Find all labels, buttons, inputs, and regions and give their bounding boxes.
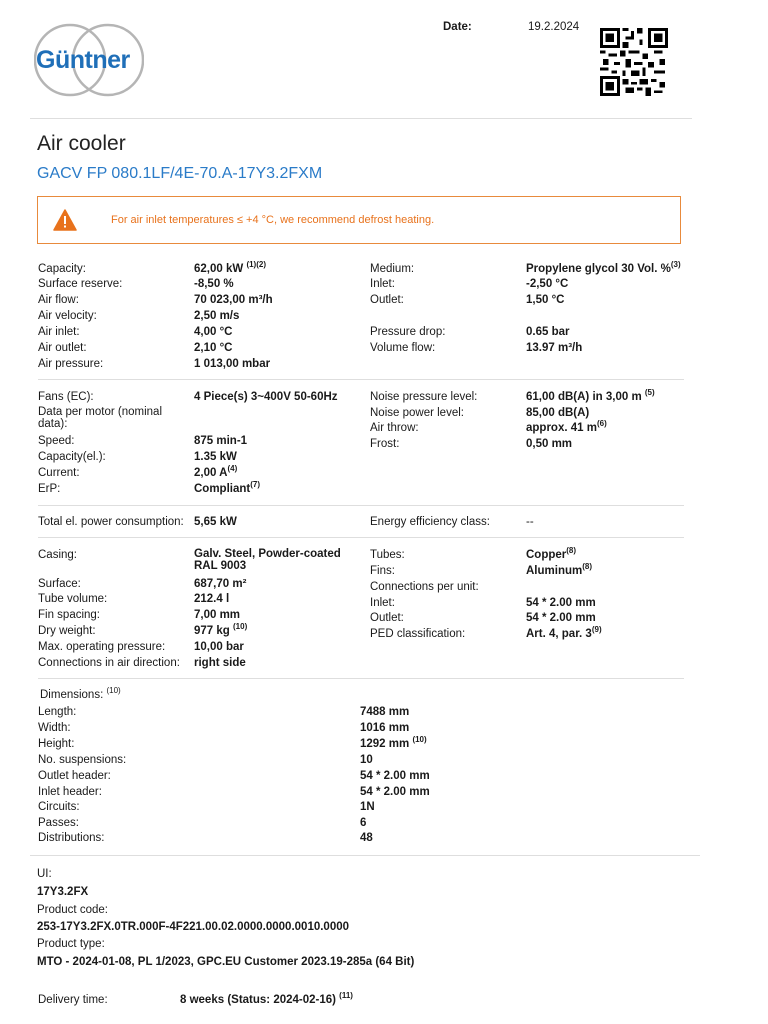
- fins-label: Fins:: [370, 565, 395, 577]
- date-value: 19.2.2024: [528, 21, 580, 33]
- erp-value: Compliant$^{(7)}$: [194, 480, 261, 495]
- height-label: Height:: [38, 738, 75, 750]
- air-velocity-value: 2,50 m/s: [194, 310, 240, 322]
- air-pressure-value: 1 013,00 mbar: [194, 358, 271, 370]
- connections-unit-label: Connections per unit:: [370, 581, 479, 593]
- surface-value: 687,70 m²: [194, 578, 247, 590]
- length-value: 7488 mm: [360, 706, 410, 718]
- model-name: GACV FP 080.1LF/4E-70.A-17Y3.2FXM: [37, 165, 323, 182]
- warning-box: [37, 196, 681, 244]
- capacity-label: Capacity:: [38, 263, 86, 275]
- page-title: Air cooler: [37, 132, 126, 155]
- medium-outlet-value: 1,50 °C: [526, 294, 565, 306]
- qr-code-icon: [598, 28, 670, 96]
- dry-weight-label: Dry weight:: [38, 625, 96, 637]
- casing-label: Casing:: [38, 549, 77, 561]
- surface-reserve-label: Surface reserve:: [38, 278, 123, 290]
- speed-value: 875 min-1: [194, 435, 248, 447]
- air-outlet-value: 2,10 °C: [194, 342, 233, 354]
- section-divider: [38, 537, 684, 538]
- medium-label: Medium:: [370, 263, 415, 275]
- tube-volume-value: 212.4 l: [194, 593, 230, 605]
- ped-label: PED classification:: [370, 628, 466, 640]
- dry-weight-value: 977 kg $^{(10)}$: [194, 622, 248, 637]
- fin-spacing-value: 7,00 mm: [194, 609, 241, 621]
- total-power-value: 5,65 kW: [194, 516, 237, 528]
- capacity-el-value: 1.35 kW: [194, 451, 237, 463]
- delivery-time-label: Delivery time:: [38, 994, 108, 1006]
- frost-value: 0,50 mm: [526, 438, 573, 450]
- product-code-value: 253-17Y3.2FX.0TR.000F-4F221.00.02.0000.0000.0010.0000: [37, 921, 350, 933]
- capacity-el-label: Capacity(el.):: [38, 451, 106, 463]
- connections-direction-label: Connections in air direction:: [38, 657, 180, 669]
- connections-direction-value: right side: [194, 657, 246, 669]
- connection-inlet-label: Inlet:: [370, 597, 395, 609]
- pressure-drop-value: 0.65 bar: [526, 326, 570, 338]
- volume-flow-value: 13.97 m³/h: [526, 342, 583, 354]
- distributions-value: 48: [360, 832, 373, 844]
- surface-reserve-value: -8,50 %: [194, 278, 234, 290]
- surface-label: Surface:: [38, 578, 81, 590]
- air-flow-value: 70 023,00 m³/h: [194, 294, 273, 306]
- tubes-value: Copper$^{(8)}$: [526, 546, 577, 561]
- frost-label: Frost:: [370, 438, 400, 450]
- height-value: 1292 mm $^{(10)}$: [360, 735, 427, 750]
- noise-power-value: 85,00 dB(A): [526, 407, 590, 419]
- medium-inlet-label: Inlet:: [370, 278, 395, 290]
- connection-outlet-value: 54 * 2.00 mm: [526, 612, 596, 624]
- current-value: 2,00 $A^{(4)}$: [194, 464, 238, 479]
- air-throw-value: approx. 41 $m^{(6)}$: [526, 419, 607, 434]
- circuits-value: 1N: [360, 801, 375, 813]
- passes-value: 6: [360, 817, 367, 829]
- medium-value: Propylene glycol 30 Vol. %$^{(3)}$: [526, 260, 681, 275]
- noise-pressure-label: Noise pressure level:: [370, 391, 478, 403]
- inlet-header-value: 54 * 2.00 mm: [360, 786, 430, 798]
- max-pressure-label: Max. operating pressure:: [38, 641, 166, 653]
- suspensions-value: 10: [360, 754, 373, 766]
- suspensions-label: No. suspensions:: [38, 754, 127, 766]
- air-pressure-label: Air pressure:: [38, 358, 104, 370]
- fins-value: Aluminum$^{(8)}$: [526, 562, 593, 577]
- current-label: Current:: [38, 467, 80, 479]
- casing-value: Galv. Steel, Powder-coated RAL 9003: [194, 548, 341, 572]
- connection-inlet-value: 54 * 2.00 mm: [526, 597, 596, 609]
- outlet-header-value: 54 * 2.00 mm: [360, 770, 430, 782]
- length-label: Length:: [38, 706, 77, 718]
- header-divider: [30, 118, 692, 119]
- ped-value: Art. 4, par. 3$^{(9)}$: [526, 625, 602, 640]
- section-divider: [30, 855, 700, 856]
- air-flow-label: Air flow:: [38, 294, 79, 306]
- tubes-label: Tubes:: [370, 549, 405, 561]
- capacity-value: 62,00 kW $^{(1)(2)}$: [194, 260, 266, 275]
- fans-value: 4 Piece(s) 3~400V 50-60Hz: [194, 391, 338, 403]
- medium-inlet-value: -2,50 °C: [526, 278, 569, 290]
- air-inlet-label: Air inlet:: [38, 326, 80, 338]
- total-power-label: Total el. power consumption:: [38, 516, 184, 528]
- tube-volume-label: Tube volume:: [38, 593, 108, 605]
- outlet-header-label: Outlet header:: [38, 770, 111, 782]
- delivery-time-value: 8 weeks (Status: 2024-02-16) $^{(11)}$: [180, 991, 353, 1006]
- medium-outlet-label: Outlet:: [370, 294, 404, 306]
- guntner-logo: [34, 20, 144, 100]
- product-type-value: MTO - 2024-01-08, PL 1/2023, GPC.EU Customer 2023.19-285a (64 Bit): [37, 956, 415, 968]
- date-label: Date:: [443, 21, 472, 33]
- section-divider: [38, 678, 684, 679]
- circuits-label: Circuits:: [38, 801, 80, 813]
- air-velocity-label: Air velocity:: [38, 310, 97, 322]
- logo-text: Güntner: [36, 46, 130, 74]
- distributions-label: Distributions:: [38, 832, 105, 844]
- energy-class-value: --: [526, 516, 534, 528]
- connection-outlet-label: Outlet:: [370, 612, 404, 624]
- passes-label: Passes:: [38, 817, 79, 829]
- speed-label: Speed:: [38, 435, 75, 447]
- warning-text: For air inlet temperatures ≤ +4 °C, we recommend defrost heating.: [111, 214, 435, 226]
- fans-label: Fans (EC):: [38, 391, 94, 403]
- dimensions-heading: Dimensions: $^{(10)}$: [40, 686, 121, 701]
- section-divider: [38, 505, 684, 506]
- pressure-drop-label: Pressure drop:: [370, 326, 446, 338]
- product-code-label: Product code:: [37, 904, 108, 916]
- air-throw-label: Air throw:: [370, 422, 419, 434]
- erp-label: ErP:: [38, 483, 61, 495]
- warning-triangle-icon: [53, 209, 77, 231]
- air-outlet-label: Air outlet:: [38, 342, 87, 354]
- width-value: 1016 mm: [360, 722, 410, 734]
- inlet-header-label: Inlet header:: [38, 786, 102, 798]
- energy-class-label: Energy efficiency class:: [370, 516, 490, 528]
- ui-value: 17Y3.2FX: [37, 886, 89, 898]
- section-divider: [38, 379, 684, 380]
- volume-flow-label: Volume flow:: [370, 342, 436, 354]
- width-label: Width:: [38, 722, 71, 734]
- motor-data-label: Data per motor (nominal data):: [38, 406, 162, 430]
- fin-spacing-label: Fin spacing:: [38, 609, 101, 621]
- noise-pressure-value: 61,00 dB(A) in 3,00 m $^{(5)}$: [526, 388, 655, 403]
- product-type-label: Product type:: [37, 938, 105, 950]
- air-inlet-value: 4,00 °C: [194, 326, 233, 338]
- ui-label: UI:: [37, 868, 52, 880]
- max-pressure-value: 10,00 bar: [194, 641, 244, 653]
- noise-power-label: Noise power level:: [370, 407, 464, 419]
